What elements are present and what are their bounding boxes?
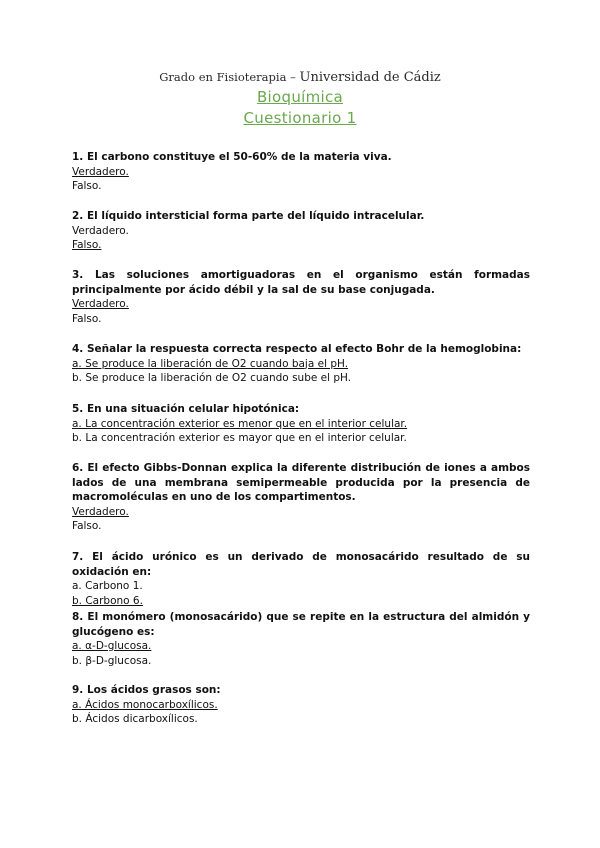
option-correct: Falso. bbox=[72, 239, 102, 251]
option: a. Carbono 1. bbox=[72, 580, 143, 592]
question-text: 8. El monómero (monosacárido) que se repite en la estructura del almidón y glucógeno es: bbox=[72, 611, 530, 638]
question-text: 4. Señalar la respuesta correcta respecto al efecto Bohr de la hemoglobina: bbox=[72, 343, 522, 355]
option-correct: b. Carbono 6. bbox=[72, 594, 143, 607]
document-header bbox=[0, 70, 600, 85]
question-9 bbox=[72, 683, 530, 727]
option-correct: Verdadero. bbox=[72, 165, 129, 178]
option-correct: a. Se produce la liberación de O2 cuando baja el pH. bbox=[72, 357, 349, 370]
question-7 bbox=[72, 550, 530, 608]
option: Verdadero. bbox=[72, 224, 129, 237]
option-correct: Verdadero. bbox=[72, 298, 129, 310]
question-text: 9. Los ácidos grasos son: bbox=[72, 684, 221, 696]
option-correct: a. α-D-glucosa. bbox=[72, 640, 152, 652]
header-separator: – bbox=[286, 70, 300, 84]
question-text: 6. El efecto Gibbs-Donnan explica la diferente distribución de iones a ambos lados de una membrana semipermeable producida por la presencia de macromoléculas en uno de los compartimentos. bbox=[72, 462, 530, 503]
option: Falso. bbox=[72, 312, 102, 325]
question-text: 7. El ácido urónico es un derivado de monosacárido resultado de su oxidación en: bbox=[72, 551, 530, 578]
option-correct: a. La concentración exterior es menor que en el interior celular. bbox=[72, 417, 408, 430]
question-1 bbox=[72, 150, 530, 194]
question-5 bbox=[72, 402, 530, 446]
course-name: Grado en Fisioterapia bbox=[159, 70, 287, 84]
option: Falso. bbox=[72, 520, 102, 532]
option: b. Se produce la liberación de O2 cuando sube el pH. bbox=[72, 372, 352, 384]
option: b. La concentración exterior es mayor que en el interior celular. bbox=[72, 432, 407, 444]
option: Falso. bbox=[72, 180, 102, 192]
option: b. β-D-glucosa. bbox=[72, 654, 152, 667]
question-2 bbox=[72, 209, 530, 253]
question-text: 3. Las soluciones amortiguadoras en el organismo están formadas principalmente por ácido débil y la sal de su base conjugada. bbox=[72, 269, 530, 296]
question-text: 2. El líquido intersticial forma parte del líquido intracelular. bbox=[72, 210, 425, 222]
university-name: Universidad de Cádiz bbox=[299, 70, 441, 85]
document-title: Bioquímica bbox=[256, 88, 344, 106]
question-6 bbox=[72, 461, 530, 534]
option: b. Ácidos dicarboxílicos. bbox=[72, 713, 198, 725]
question-4 bbox=[72, 342, 530, 386]
option-correct: a. Ácidos monocarboxílicos. bbox=[72, 698, 218, 711]
option-correct: Verdadero. bbox=[72, 505, 129, 518]
question-text: 1. El carbono constituye el 50-60% de la materia viva. bbox=[72, 151, 392, 163]
question-3 bbox=[72, 268, 530, 326]
document-subtitle: Cuestionario 1 bbox=[243, 109, 357, 127]
question-text: 5. En una situación celular hipotónica: bbox=[72, 403, 300, 415]
question-8 bbox=[72, 610, 530, 668]
